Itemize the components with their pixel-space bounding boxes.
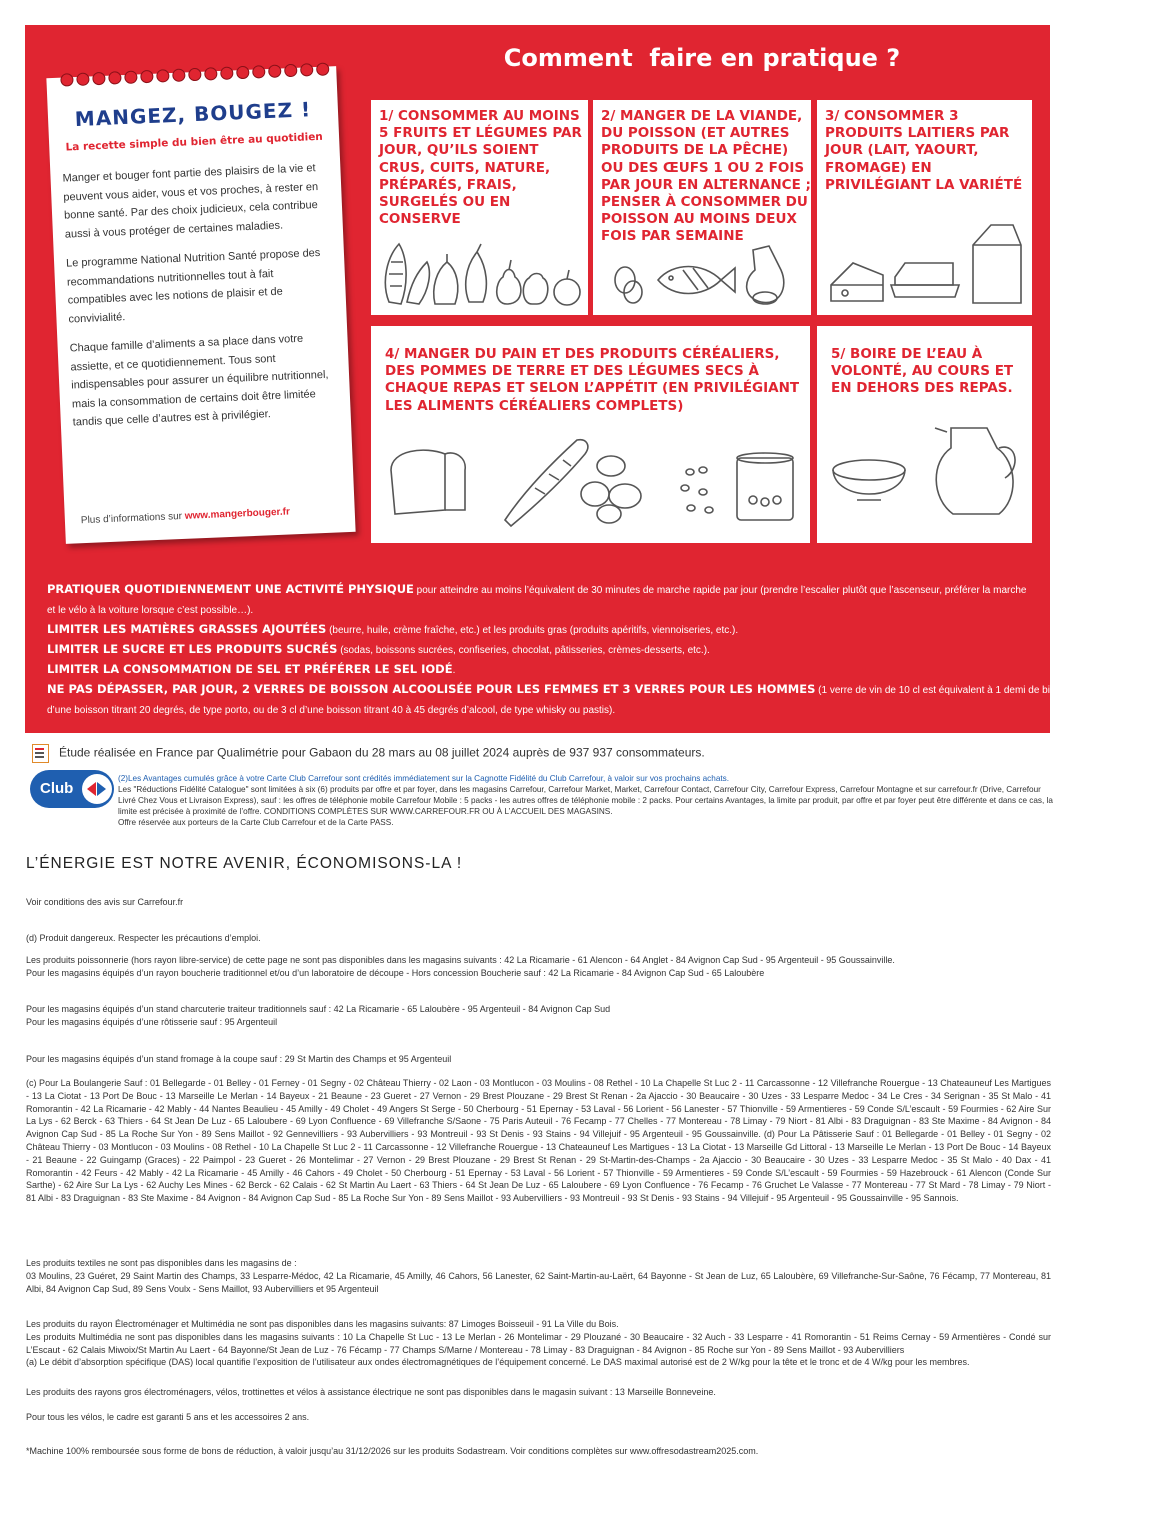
nutrition-rules <box>47 580 1153 720</box>
legal-note: Les produits textiles ne sont pas disponibles dans les magasins de : 03 Moulins, 23 Guéret, 29 Saint Martin des Champs, 33 Lesparre-Médoc, 42 La Ricamarie, 45 Amilly, 46 Cahors, 56 Lanester, 62 Saint-Martin-au-Laërt, 64 Bayonne - St Jean de Luz, 65 Laloubère, 69 Villefranche-Sur-Saône, 76 Fécamp, 77 Montereau, 81 Albi, 84 Avignon Cap Sud, 89 Sens Voulx - Sens Maillot, 93 Aubervilliers et 95 Argenteuil <box>26 1258 1051 1294</box>
rule-line: LIMITER LE SUCRE ET LES PRODUITS SUCRÉS (sodas, boissons sucrées, confiseries, chocolat, pâtisseries, crèmes-desserts, etc.). <box>47 642 710 656</box>
legal-note: Pour les magasins équipés d’un stand fromage à la coupe sauf : 29 St Martin des Champs et 95 Argenteuil <box>26 1054 452 1064</box>
notepad-card <box>46 66 355 544</box>
card-dairy <box>817 100 1032 315</box>
water-jug-icon <box>827 418 1027 528</box>
dairy-icon <box>823 215 1028 310</box>
card-text: 1/ CONSOMMER AU MOINS 5 FRUITS ET LÉGUMES PAR JOUR, QU’ILS SOIENT CRUS, CUITS, NATURE, PRÉPARÉS, FRAIS, SURGELÉS OU EN CONSERVE <box>379 108 582 228</box>
card-text: 3/ CONSOMMER 3 PRODUITS LAITIERS PAR JOUR (LAIT, YAOURT, FROMAGE) EN PRIVILÉGIANT LA VARIÉTÉ <box>825 108 1023 193</box>
card-fruits-vegetables <box>371 100 588 315</box>
club-carrefour-logo <box>30 770 114 808</box>
legal-note: Pour les magasins équipés d’un stand charcuterie traiteur traditionnels sauf : 42 La Ricamarie - 65 Laloubère - 95 Argenteuil - 84 Avignon Cap Sud Pour les magasins équipés d’une rôtisserie sauf : 95 Argenteuil <box>26 1004 611 1027</box>
legal-note: Pour tous les vélos, le cadre est garanti 5 ans et les accessoires 2 ans. <box>26 1412 310 1422</box>
legal-note: (d) Produit dangereux. Respecter les précautions d’emploi. <box>26 933 261 943</box>
fruits-vegetables-icon <box>377 232 583 312</box>
energy-slogan: L’ÉNERGIE EST NOTRE AVENIR, ÉCONOMISONS-LA ! <box>26 855 463 872</box>
study-text: Étude réalisée en France par Qualimétrie pour Gabaon du 28 mars au 08 juillet 2024 auprès de 937 937 consommateurs. <box>59 745 705 760</box>
card-bread-cereals <box>371 326 810 543</box>
legal-note: Les produits du rayon Électroménager et Multimédia ne sont pas disponibles dans les magasins suivants: 87 Limoges Boisseuil - 91 La Ville du Bois. Les produits Multimédia ne sont pas disponibles dans les magasins suivants : 10 La Chapelle St Luc - 13 Le Merlan - 26 Montelimar - 29 Plouzané - 30 Beaucaire - 32 Auch - 33 Lesparre - 41 Romorantin - 51 Reims Cernay - 59 Armentières - Condé sur L’Escaut - 62 Calais Miwoix/St Martin Au Laert - 64 Bayonne/St Jean de Luz - 76 Fécamp - 77 Champs S/Marne / Montereau - 78 Limay - 83 Draguignan - 84 Avignon - 85 Roche sur Yon - 89 Sens Maillot - 93 Aubervilliers (a) Le débit d’absorption spécifique (DAS) local quantifie l’exposition de l’utilisateur aux ondes électromagnétiques de l’équipement concerné. Le DAS maximal autorisé est de 2 W/kg pour la tête et le tronc et de 4 W/kg pour les membres. <box>26 1319 1051 1368</box>
club-line: Les "Réductions Fidélité Catalogue" sont limitées à six (6) produits par offre et par foyer, dans les magasins Carrefour, Carrefour Market, Market, Carrefour Contact, Carrefour City, Carrefour Express, Carrefour Montagne et sur carrefour.fr (Drive, Carrefour Livré Chez Vous et Livraison Express), sauf : les offres de téléphonie mobile Carrefour Mobile : 5 packs - les autres offres de téléphonie mobile : 2 packs. Pour certains Avantages, la limite par produit, par offre et par foyer peut être différente et dans ce cas, la limite est précisée à proximité de l’offre. CONDITIONS COMPLÈTES SUR WWW.CARREFOUR.FR OU À L’ACCUEIL DES MAGASINS. <box>118 785 1053 816</box>
rule-line: LIMITER LES MATIÈRES GRASSES AJOUTÉES (beurre, huile, crème fraîche, etc.) et les produits gras (produits apéritifs, viennoiseries, etc.). <box>47 622 739 636</box>
club-logo-text: Club <box>40 780 74 797</box>
carrefour-logo-icon <box>82 774 112 804</box>
club-conditions <box>118 773 1053 828</box>
club-line: (2)Les Avantages cumulés grâce à votre Carte Club Carrefour sont crédités immédiatement sur la Cagnotte Fidélité du Club Carrefour, à valoir sur vos prochains achats. <box>118 774 730 783</box>
rule-line: PRATIQUER QUOTIDIENNEMENT UNE ACTIVITÉ PHYSIQUE pour atteindre au moins l’équivalent de 30 minutes de marche rapide par jour (prendre l’escalier plutôt que l’ascenseur, préférer la marche <box>47 582 1027 596</box>
document-icon <box>32 744 49 763</box>
note-body <box>62 159 339 443</box>
legal-note: *Machine 100% remboursée sous forme de bons de réduction, à valoir jusqu’au 31/12/2026 sur les produits Sodastream. Voir conditions complètes sur www.offresodastream2025.com. <box>26 1446 759 1456</box>
club-line: Offre réservée aux porteurs de la Carte Club Carrefour et de la Carte PASS. <box>118 818 394 827</box>
card-text: 4/ MANGER DU PAIN ET DES PRODUITS CÉRÉALIERS, DES POMMES DE TERRE ET DES LÉGUMES SECS À CHAQUE REPAS ET SELON L’APPÉTIT (EN PRIVILÉGIANT LES ALIMENTS CÉRÉALIERS COMPLETS) <box>385 346 800 414</box>
study-note <box>32 744 705 763</box>
legal-note: (c) Pour La Boulangerie Sauf : 01 Bellegarde - 01 Belley - 01 Ferney - 01 Segny - 02 Château Thierry - 02 Laon - 03 Montlucon - 03 Moulins - 08 Rethel - 10 La Chapelle St Luc 2 - 11 Carcassonne - 12 Villefranche Rouergue - 13 Chateauneuf Les Martigues - 13 La Ciotat - 13 Port De Bouc - 13 Marseille Le Merlan - 14 Bayeux - 21 Beaune - 23 Gueret - 27 Vernon - 29 Brest Plouzane - 29 Brest St Renan - 2a Ajaccio - 30 Beaucaire - 30 Uzes - 33 Lesparre Medoc - 34 Le Cres - 34 Serignan - 35 St Malo - 41 Romorantin - 42 La Ricamarie - 42 Mably - 44 Nantes Beaulieu - 45 Amilly - 49 Cholet - 49 Angers St Serge - 50 Cherbourg - 51 Epernay - 53 Laval - 56 Lorient - 56 Lanester - 57 Thionville - 59 Armentieres - 59 Conde S/L’escault - 59 Fourmies - 62 Aire Sur La Lys - 62 Berck - 63 Thiers - 64 St Jean De Luz - 65 Laloubere - 69 Lyon Confluence - 69 Villefranche S/Saone - 75 Paris Auteuil - 76 Fecamp - 77 Chelles - 77 Montereau - 78 Limay - 79 Niort - 81 Albi - 83 Draguignan - 83 Ste Maxime - 84 Avignon - 84 Avignon Cap Sud - 85 La Roche Sur Yon - 89 Sens Maillot - 92 Gennevilliers - 93 Aubervilliers - 93 Montreuil - 93 St Denis - 93 Stains - 94 Villejuif - 95 Argenteuil - 95 Goussainville. (d) Pour La Pâtisserie Sauf : 01 Bellegarde - 01 Belley - 01 Segny - 02 Château Thierry - 03 Montlucon - 03 Moulins - 08 Rethel - 10 La Chapelle St Luc 2 - 11 Carcassonne - 12 Villefranche Rouergue - 13 Chateauneuf Les Martigues - 13 La Ciotat - 13 Marseille Gd Littoral - 13 Marseille Le Merlan - 13 Port De Bouc - 14 Bayeux - 21 Beaune - 22 Guingamp (Graces) - 22 Paimpol - 23 Gueret - 26 Montelimar - 27 Vernon - 29 Brest Plouzane - 29 Brest St Renan - 29 St-Martin-des-Champs - 2a Ajaccio - 30 Beaucaire - 30 Uzes - 33 Lesparre Medoc - 35 St Malo - 40 Dax - 41 Romorantin - 42 Feurs - 42 Mably - 42 La Ricamarie - 45 Amilly - 46 Cahors - 49 Cholet - 50 Cherbourg - 51 Epernay - 53 Laval - 56 Lorient - 57 Thionville - 59 Armentieres - 59 Conde S/L’escault - 59 Fourmies - 59 Hazebrouck - 61 Alencon (Conde Sur Sarthe) - 62 Aire Sur La Lys - 62 Auchy Les Mines - 62 Berck - 62 Calais - 62 St Martin Au Laert - 63 Thiers - 64 St Jean De Luz - 65 Laloubere - 69 Lyon Confluence - 76 Fecamp - 76 Gruchet Le Valasse - 77 Montereau - 77 St Mard - 78 Limay - 79 Niort - 81 Albi - 83 Draguignan - 83 Ste Maxime - 84 Avignon - 84 Avignon Cap Sud - 85 La Roche Sur Yon - 89 Sens Maillot - 93 Aubervilliers - 93 Montreuil - 93 St Denis - 93 Stains - 94 Villejuif - 95 Argenteuil - 95 Goussainville - 95 Sannois. <box>26 1078 1051 1204</box>
card-text: 5/ BOIRE DE L’EAU À VOLONTÉ, AU COURS ET EN DEHORS DES REPAS. <box>831 346 1014 397</box>
note-title: MANGEZ, BOUGEZ ! <box>74 97 312 132</box>
card-meat-fish-eggs <box>593 100 811 315</box>
panel-headline: Comment faire en pratique ? <box>503 44 901 72</box>
legal-note: Les produits poissonnerie (hors rayon libre-service) de cette page ne sont pas disponibles dans les magasins suivants : 42 La Ricamarie - 61 Alencon - 64 Anglet - 84 Avignon Cap Sud - 95 Argenteuil - 95 Goussainville. Pour les magasins équipés d’un rayon boucherie traditionnel et/ou d’un laboratoire de découpe - Hors concession Boucherie sauf : 42 La Ricamarie - 84 Avignon Cap Sud - 65 Laloubère <box>26 955 895 978</box>
bread-cereals-icon <box>385 430 805 530</box>
rule-line: d’une boisson titrant 20 degrés, de type porto, ou de 3 cl d’une boisson titrant 40 à 45 degrés d’alcool, de type whisky ou pastis). <box>47 705 616 716</box>
note-more-info <box>81 506 290 526</box>
note-paragraph: Le programme National Nutrition Santé propose des recommandations nutritionnelles tout à fait compatibles avec les notions de plaisir et de convivialité. <box>65 246 321 326</box>
card-text: 2/ MANGER DE LA VIANDE, DU POISSON (ET AUTRES PRODUITS DE LA PÊCHE) OU DES ŒUFS 1 OU 2 FOIS PAR JOUR EN ALTERNANCE ; PENSER À CONSOMMER DU POISSON AU MOINS DEUX FOIS PAR SEMAINE <box>601 108 811 245</box>
meat-fish-eggs-icon <box>603 240 803 310</box>
note-subtitle: La recette simple du bien être au quotidien <box>65 130 324 154</box>
rule-line: et le vélo à la voiture lorsque c’est possible…). <box>47 605 254 616</box>
rule-line: NE PAS DÉPASSER, PAR JOUR, 2 VERRES DE BOISSON ALCOOLISÉE POUR LES FEMMES ET 3 VERRES POUR LES HOMMES (1 verre de vin de 10 cl est équivalent à 1 demi de bière ou à 1 verre de 6 cl <box>47 682 1153 696</box>
more-info-label: Plus d’informations sur <box>80 510 183 527</box>
rule-line: LIMITER LA CONSOMMATION DE SEL ET PRÉFÉRER LE SEL IODÉ. <box>47 662 456 676</box>
note-paragraph: Chaque famille d’aliments a sa place dans votre assiette, et ce quotidiennement. Tous sont indispensables pour assurer un équilibre nutritionnel, mais la consommation de certains doit être limitée tandis que celle d’autres est à privilégier. <box>69 332 329 429</box>
card-water <box>817 326 1032 543</box>
note-paragraph: Manger et bouger font partie des plaisirs de la vie et peuvent vous aider, vous et vos proches, à rester en bonne santé. Par des choix judicieux, cela contribue aussi à vous protéger de certaines maladies. <box>62 162 319 241</box>
legal-note: Voir conditions des avis sur Carrefour.fr <box>26 897 184 907</box>
legal-note: Les produits des rayons gros électroménagers, vélos, trottinettes et vélos à assistance électrique ne sont pas disponibles dans le magasin suivant : 13 Marseille Bonneveine. <box>26 1387 716 1397</box>
mangerbouger-link[interactable]: www.mangerbouger.fr <box>184 506 291 522</box>
